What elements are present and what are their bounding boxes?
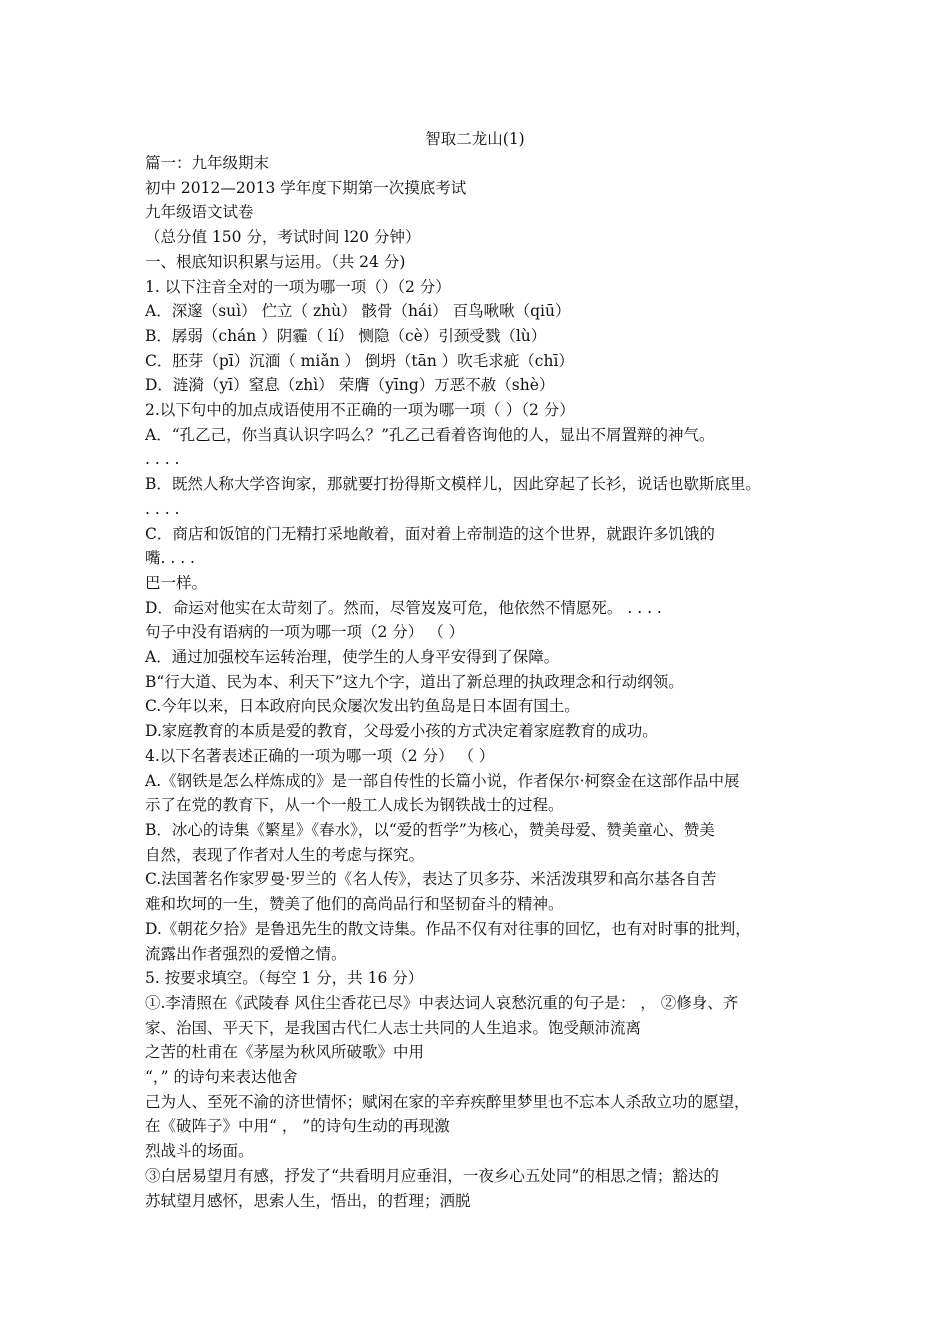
text-line: 苏轼望月感怀，思索人生，悟出，的哲理；洒脱 [145, 1191, 471, 1210]
text-line: ①.李清照在《武陵春 风住尘香花已尽》中表达词人哀愁沉重的句子是： ， ②修身、齐 [145, 993, 739, 1012]
text-line: 在《破阵子》中用“ ， ”的诗句生动的再现激 [145, 1117, 450, 1136]
text-line: A.《钢铁是怎么样炼成的》是一部自传性的长篇小说，作者保尔·柯察金在这部作品中展 [145, 771, 740, 790]
text-line: B“行大道、民为本、利天下”这九个字，道出了新总理的执政理念和行动纲领。 [145, 672, 684, 691]
text-line: A．“孔乙己，你当真认识字吗么？”孔乙己看着咨询他的人，显出不屑置辩的神气。 [145, 425, 715, 444]
text-line: 流露出作者强烈的爱憎之情。 [145, 944, 347, 963]
text-line: 5. 按要求填空。（每空 1 分，共 16 分） [145, 969, 424, 988]
text-line: 难和坎坷的一生，赞美了他们的高尚品行和坚韧奋斗的精神。 [145, 895, 564, 914]
text-line: （总分值 150 分，考试时间 l20 分钟） [145, 228, 421, 247]
text-line: “，” 的诗句来表达他舍 [145, 1068, 298, 1087]
text-line: 自然，表现了作者对人生的考虑与探究。 [145, 845, 425, 864]
document-body [145, 151, 835, 1213]
text-line: 一、根底知识积累与运用。（共 24 分) [145, 252, 406, 271]
text-line: 2.以下句中的加点成语使用不正确的一项为哪一项（ ）（2 分） [145, 401, 575, 420]
text-line: 之苦的杜甫在《茅屋为秋风所破歌》中用 [145, 1043, 425, 1062]
text-line: ③白居易望月有感，抒发了“共看明月应垂泪，一夜乡心五处同”的相思之情；豁达的 [145, 1166, 719, 1185]
text-line: D．命运对他实在太苛刻了。然而，尽管岌岌可危，他依然不情愿死。 . . . . [145, 598, 662, 617]
text-line: 句子中没有语病的一项为哪一项（2 分） （ ） [145, 623, 465, 642]
text-line: A．通过加强校车运转治理，使学生的人身平安得到了保障。 [145, 648, 560, 667]
text-line: C.法国著名作家罗曼·罗兰的《名人传》，表达了贝多芬、米活泼琪罗和高尔基各自苦 [145, 870, 717, 889]
text-line: 烈战斗的场面。 [145, 1142, 254, 1161]
text-line: 嘴. . . . [145, 549, 195, 568]
text-line: 篇一：九年级期末 [145, 154, 270, 172]
text-line: C．商店和饭馆的门无精打采地敞着，面对着上帝制造的这个世界，就跟许多饥饿的 [145, 524, 715, 543]
text-line: 示了在党的教育下，从一个一般工人成长为钢铁战士的过程。 [145, 796, 564, 815]
text-line: D.《朝花夕拾》是鲁迅先生的散文诗集。作品不仅有对往事的回忆，也有对时事的批判， [145, 919, 751, 938]
text-line: 己为人、至死不渝的济世情怀；赋闲在家的辛弃疾醉里梦里也不忘本人杀敌立功的愿望， [145, 1092, 750, 1111]
text-line: B．冰心的诗集《繁星》《春水》，以“爱的哲学”为核心，赞美母爱、赞美童心、赞美 [145, 820, 715, 839]
text-line: B．既然人称大学咨询家，那就要打扮得斯文模样儿，因此穿起了长衫，说话也歇斯底里。 [145, 475, 761, 494]
text-line: C.今年以来，日本政府向民众屡次发出钓鱼岛是日本固有国土。 [145, 697, 580, 716]
text-line: 4.以下名著表述正确的一项为哪一项（2 分） （ ） [145, 746, 495, 765]
text-line: . . . . [145, 450, 180, 469]
text-line: C．胚芽（pī）沉湎（ miǎn ） 倒坍（tān ）吹毛求疵（chī） [145, 351, 574, 370]
text-line: D．涟漪（yī）窒息（zhì） 荣膺（yīng）万恶不赦（shè） [145, 376, 555, 395]
text-line: A．深邃（suì） 伫立（ zhù） 骸骨（hái） 百鸟啾啾（qiū） [145, 302, 571, 321]
text-line: 初中 2012—2013 学年度下期第一次摸底考试 [145, 178, 467, 197]
text-line: D.家庭教育的本质是爱的教育，父母爱小孩的方式决定着家庭教育的成功。 [145, 722, 658, 741]
text-line: 1. 以下注音全对的一项为哪一项（）（2 分） [145, 277, 451, 296]
text-line: 家、治国、平天下，是我国古代仁人志士共同的人生追求。饱受颠沛流离 [145, 1018, 642, 1037]
text-line: 九年级语文试卷 [145, 203, 254, 222]
text-line: . . . . [145, 499, 180, 518]
document-title: 智取二龙山(1) [425, 130, 525, 148]
text-line: B．孱弱（chán ）阴霾（ lí） 恻隐（cè）引颈受戮（lù） [145, 326, 547, 345]
text-line: 巴一样。 [145, 573, 208, 592]
